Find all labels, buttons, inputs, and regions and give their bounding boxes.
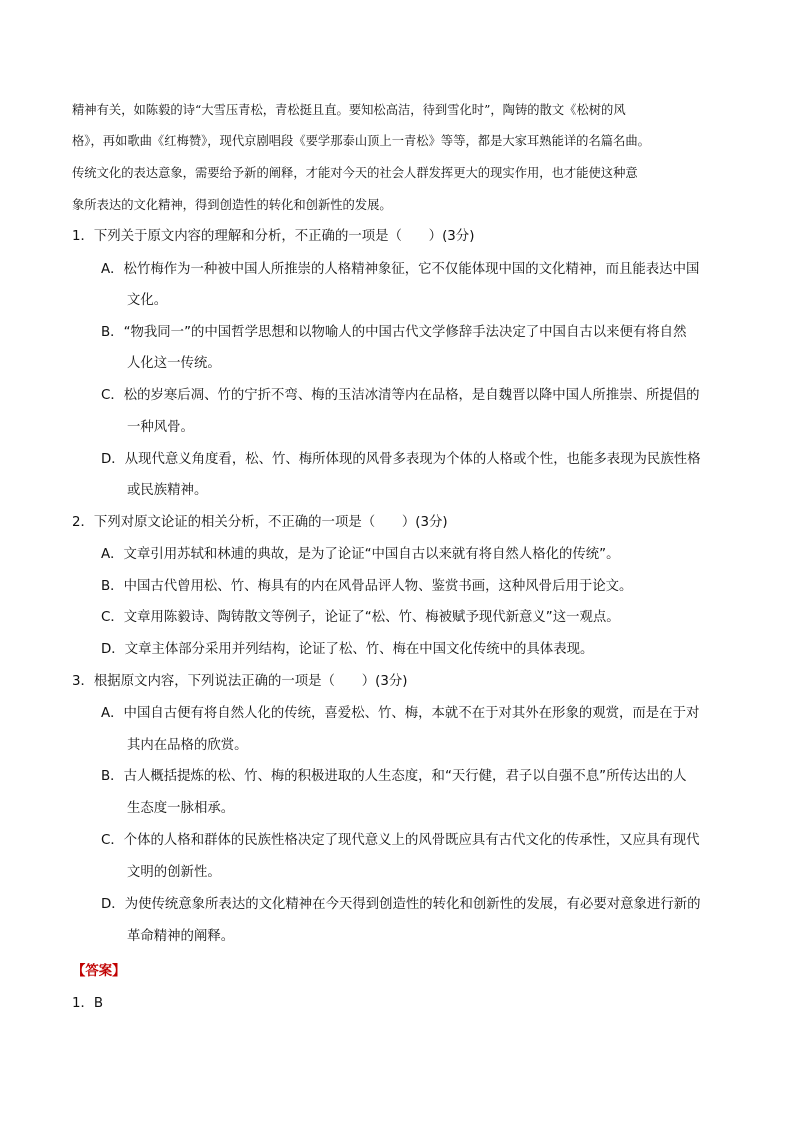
- question-3-option-d: D．为使传统意象所表达的文化精神在今天得到创造性的转化和创新性的发展，有必要对意象进行新的: [101, 897, 701, 912]
- answer-value: 1．B: [72, 996, 104, 1011]
- question-1-option-b: B．“物我同一”的中国哲学思想和以物喻人的中国古代文学修辞手法决定了中国自古以来便有将自然: [101, 325, 687, 340]
- question-2-stem: 2．下列对原文论证的相关分析，不正确的一项是（ ）(3分): [72, 515, 448, 530]
- question-3-option-b: B．古人概括提炼的松、竹、梅的积极进取的人生态度，和“天行健，君子以自强不息”所传达出的人: [101, 769, 687, 784]
- question-1-option-d: D．从现代意义角度看，松、竹、梅所体现的风骨多表现为个体的人格或个性，也能多表现为民族性格: [101, 452, 701, 467]
- question-3-option-a-cont: 其内在品格的欣赏。: [127, 738, 248, 753]
- question-1-option-c: C．松的岁寒后凋、竹的宁折不弯、梅的玉洁冰清等内在品格，是自魏晋以降中国人所推崇、所提倡的: [101, 388, 700, 403]
- passage-line: 格》，再如歌曲《红梅赞》，现代京剧唱段《要学那泰山顶上一青松》等等，都是大家耳熟能详的名篇名曲。: [72, 134, 650, 148]
- question-3-option-b-cont: 生态度一脉相承。: [127, 801, 235, 816]
- question-3-option-c: C．个体的人格和群体的民族性格决定了现代意义上的风骨既应具有古代文化的传承性，又应具有现代: [101, 833, 700, 848]
- question-3-option-d-cont: 革命精神的阐释。: [127, 929, 235, 944]
- question-3-option-a: A．中国自古便有将自然人化的传统，喜爱松、竹、梅，本就不在于对其外在形象的观赏，而是在于对: [101, 706, 700, 721]
- question-3-option-c-cont: 文明的创新性。: [127, 865, 221, 880]
- question-2-option-b: B．中国古代曾用松、竹、梅具有的内在风骨品评人物、鉴赏书画，这种风骨后用于论文。: [101, 579, 633, 594]
- question-1-option-a: A．松竹梅作为一种被中国人所推崇的人格精神象征，它不仅能体现中国的文化精神，而且能表达中国: [101, 262, 700, 277]
- answer-heading: 【答案】: [72, 964, 126, 979]
- question-2-option-a: A．文章引用苏轼和林逋的典故，是为了论证“中国自古以来就有将自然人格化的传统”。: [101, 547, 620, 562]
- passage-line: 传统文化的表达意象，需要给予新的阐释，才能对今天的社会人群发挥更大的现实作用，也才能使这种意: [72, 166, 638, 180]
- question-1-stem: 1．下列关于原文内容的理解和分析，不正确的一项是（ ）(3分): [72, 229, 475, 244]
- question-1-option-d-cont: 或民族精神。: [127, 483, 208, 498]
- question-1-option-c-cont: 一种风骨。: [127, 420, 194, 435]
- question-1-option-a-cont: 文化。: [127, 293, 168, 308]
- passage-line: 象所表达的文化精神，得到创造性的转化和创新性的发展。: [72, 198, 392, 212]
- question-2-option-c: C．文章用陈毅诗、陶铸散文等例子，论证了“松、竹、梅被赋予现代新意义”这一观点。: [101, 610, 620, 625]
- question-1-option-b-cont: 人化这一传统。: [127, 356, 221, 371]
- question-2-option-d: D．文章主体部分采用并列结构，论证了松、竹、梅在中国文化传统中的具体表现。: [101, 642, 594, 657]
- passage-line: 精神有关，如陈毅的诗“大雪压青松，青松挺且直。要知松高洁，待到雪化时”，陶铸的散文《松树的风: [72, 103, 626, 117]
- question-3-stem: 3．根据原文内容，下列说法正确的一项是（ ）(3分): [72, 674, 408, 689]
